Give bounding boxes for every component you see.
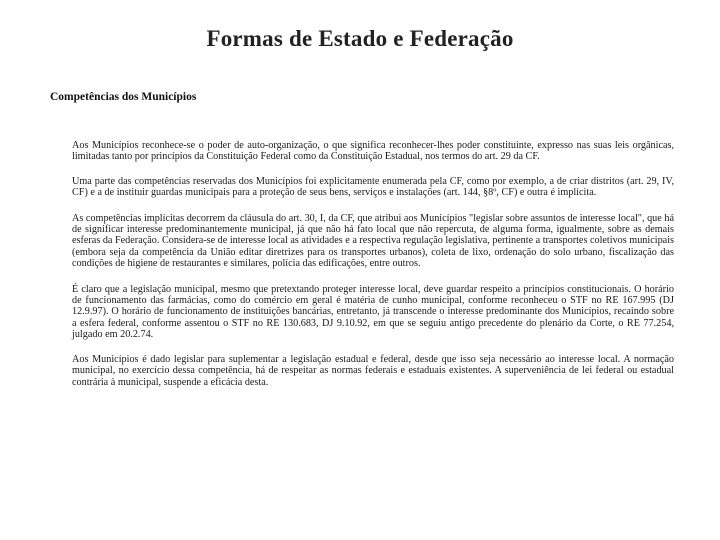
slide-title: Formas de Estado e Federação bbox=[206, 26, 514, 51]
section-heading: Competências dos Municípios bbox=[50, 91, 197, 103]
content-body bbox=[72, 140, 674, 388]
paragraph-legislacao-municipal: É claro que a legislação municipal, mesmo que pretextando proteger interesse local, deve guardar respeito a princípios constitucionais. O horário de funcionamento das farmácias, como do comércio em geral é matéria de cunho municipal, conforme reconheceu o STF no RE 167.995 (DJ 12.9.97). O horário de funcionamento de instituições bancárias, entretanto, já transcende o interesse predominante dos Municípios, recaindo sobre a esfera federal, conforme assentou o STF no RE 130.683, DJ 9.10.92, em que se seguiu antigo precedente do plenário da Corte, o RE 77.254, julgado em 20.2.74. bbox=[72, 283, 674, 341]
paragraph-competencias-implicitas: As competências implícitas decorrem da cláusula do art. 30, I, da CF, que atribui aos Municípios "legislar sobre assuntos de interesse local", que há de significar interesse predominantemente municipal, já que não há fato local que não repercuta, de alguma forma, igualmente, sobre as demais esferas da Federação. Considera-se de interesse local as atividades e a respectiva regulação legislativa, pertinente a transportes coletivos municipais (embora seja da competência da União editar diretrizes para os transportes urbanos), coleta de lixo, ordenação do solo urbano, fiscalização das condições de higiene de restaurantes e similares, polícia das edificações, entre outros. bbox=[72, 212, 674, 270]
paragraph-competencias-reservadas: Uma parte das competências reservadas dos Municípios foi explicitamente enumerada pela CF, como por exemplo, a de criar distritos (art. 29, IV, CF) e a de instituir guardas municipais para a proteção de seus bens, serviços e instalações (art. 144, §8º, CF) e outra é implícita. bbox=[72, 175, 674, 199]
paragraph-legislacao-suplementar: Aos Municípios é dado legislar para suplementar a legislação estadual e federal, desde que isso seja necessário ao interesse local. A normação municipal, no exercício dessa competência, há de respeitar as normas federais e estaduais existentes. A superveniência de lei federal ou estadual contrária à municipal, suspende a eficácia desta. bbox=[72, 353, 674, 388]
paragraph-auto-organizacao: Aos Municípios reconhece-se o poder de auto-organização, o que significa reconhecer-lhes poder constituinte, expresso nas suas leis orgânicas, limitadas tanto por princípios da Constituição Federal como da Constituição Estadual, nos termos do art. 29 da CF. bbox=[72, 140, 674, 163]
